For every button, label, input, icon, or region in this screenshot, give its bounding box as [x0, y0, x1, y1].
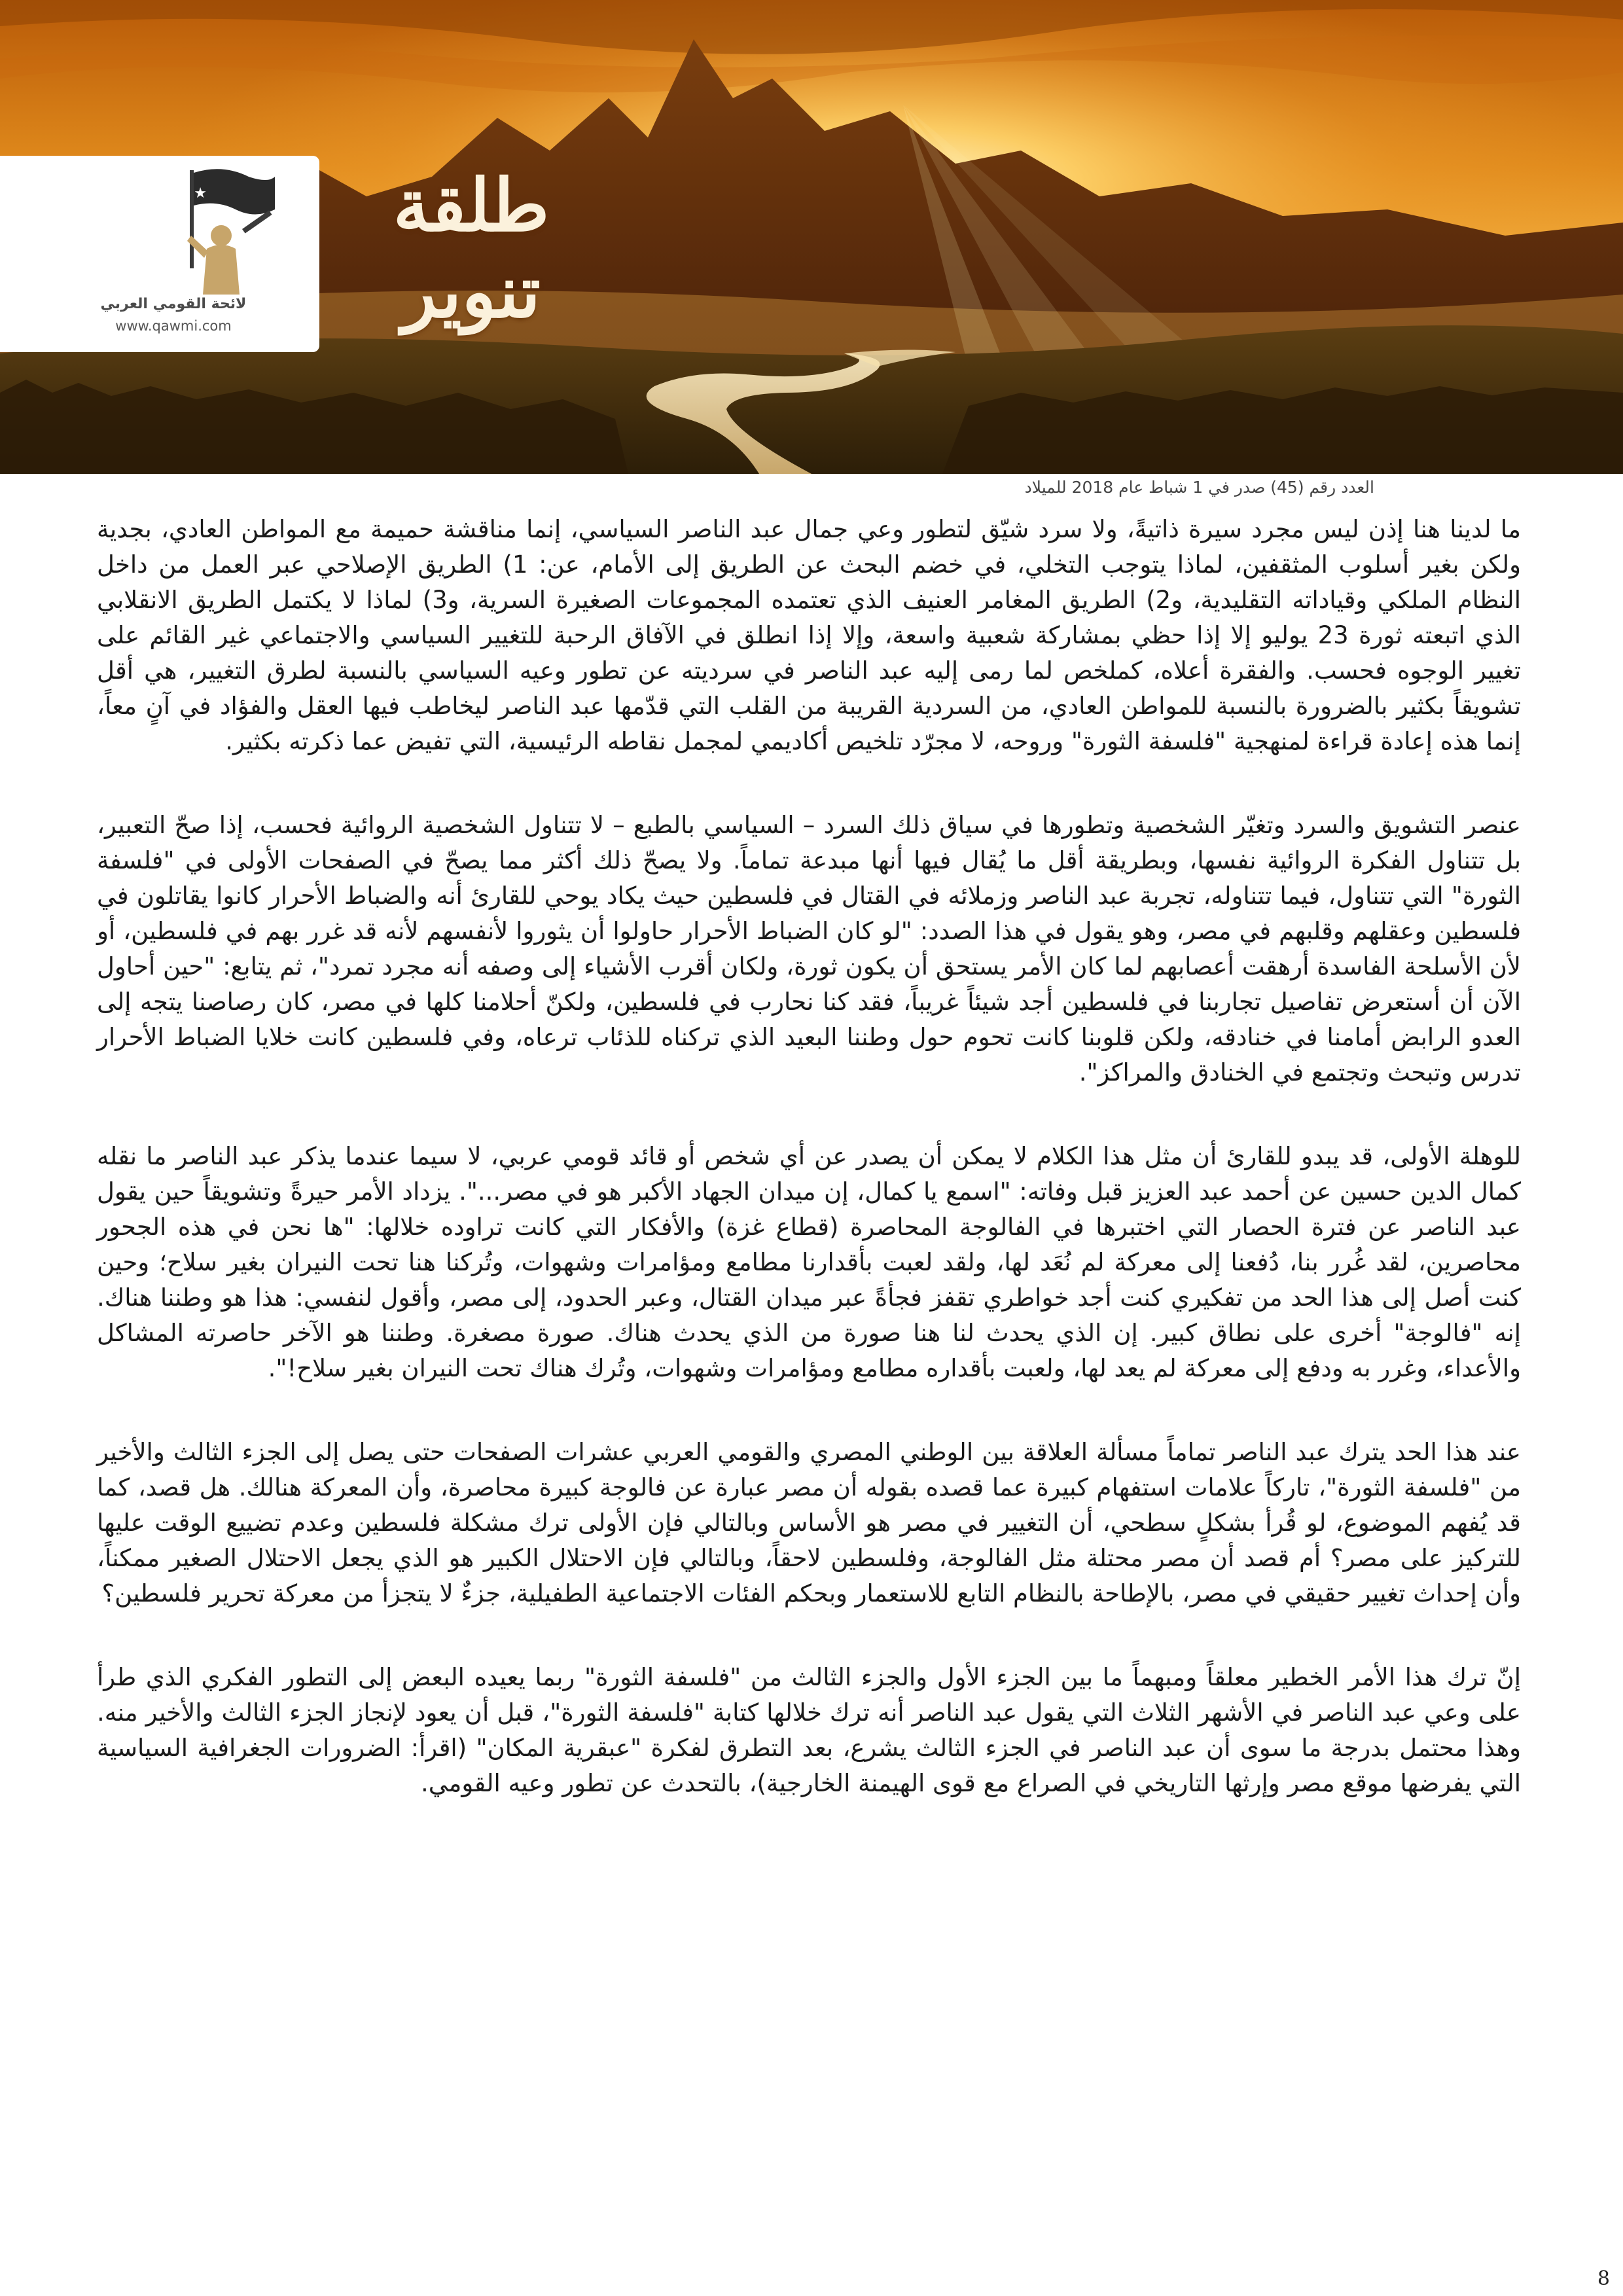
- issue-info: العدد رقم (45) صدر في 1 شباط عام 2018 للميلاد: [1024, 478, 1374, 497]
- publisher-url[interactable]: www.qawmi.com: [115, 318, 232, 334]
- article-body: [97, 512, 1521, 1850]
- publisher-logo: [0, 156, 319, 352]
- header-banner: [0, 0, 1623, 474]
- paragraph: عند هذا الحد يترك عبد الناصر تماماً مسألة العلاقة بين الوطني المصري والقومي العربي عشرات الصفحات حتى يصل إلى الجزء الثالث والأخير من "فلسفة الثورة"، تاركاً علامات استفهام كبيرة عما قصده بقوله أن مصر عبارة عن فالوجة كبيرة محاصرة، وأن المعركة هنالك. هل قصد، كما قد يُفهم الموضوع، لو قُرأ بشكلٍ سطحي، أن التغيير في مصر هو الأساس وبالتالي فإن الأولى ترك مشكلة فلسطين وعدم تضييع الوقت عليها للتركيز على مصر؟ أم قصد أن مصر محتلة مثل الفالوجة، وفلسطين لاحقاً، وبالتالي فإن الاحتلال الكبير هو الذي يجعل الاحتلال الصغير ممكناً، وأن إحداث تغيير حقيقي في مصر، بالإطاحة بالنظام التابع للاستعمار وبحكم الفئات الاجتماعية الطفيلية، جزءٌ لا يتجزأ من معركة تحرير فلسطين؟: [97, 1438, 1521, 1607]
- publisher-name: لائحة القومي العربي: [100, 296, 247, 312]
- paragraph: عنصر التشويق والسرد وتغيّر الشخصية وتطورها في سياق ذلك السرد – السياسي بالطبع – لا تتناول الشخصية الروائية فحسب، إذا صحّ التعبير، بل تتناول الفكرة الروائية نفسها، وبطريقة أقل ما يُقال فيها أنها مبدعة تماماً. ولا يصحّ ذلك أكثر مما يصحّ في الصفحات الأولى في "فلسفة الثورة" التي تتناول، فيما تتناوله، تجربة عبد الناصر وزملائه في القتال في فلسطين حيث يكاد يوحي للقارئ أنه والضباط الأحرار كانوا يقاتلون في فلسطين وعقلهم وقلبهم في مصر، وهو يقول في هذا الصدد: "لو كان الضباط الأحرار حاولوا أن يثوروا لأنفسهم لأنه قد غرر بهم في فلسطين، أو لأن الأسلحة الفاسدة أرهقت أعصابهم لما كان الأمر يستحق أن يكون ثورة، ولكان أقرب الأشياء إلى وصفه أنه مجرد تمرد"، ثم يتابع: "حين أحاول الآن أن أستعرض تفاصيل تجاربنا في فلسطين أجد شيئاً غريباً، فقد كنا نحارب في فلسطين، ولكنّ أحلامنا كلها في مصر، كان رصاصنا يتجه إلى العدو الرابض أمامنا في خنادقه، ولكن قلوبنا كانت تحوم حول وطننا البعيد الذي تركناه للذئاب ترعاه، وفي فلسطين كانت خلايا الضباط الأحرار تدرس وتبحث وتجتمع في الخنادق والمراكز".: [97, 811, 1521, 1086]
- flag-bearer-icon: [144, 164, 288, 295]
- svg-text:★ ✦ ✦: ★ ✦ ✦: [160, 185, 207, 202]
- paragraph: للوهلة الأولى، قد يبدو للقارئ أن مثل هذا الكلام لا يمكن أن يصدر عن أي شخص أو قائد قومي عربي، لا سيما عندما يذكر عبد الناصر ما نقله كمال الدين حسين عن أحمد عبد العزيز قبل وفاته: "اسمع يا كمال، إن ميدان الجهاد الأكبر هو في مصر...". يزداد الأمر حيرةً وتشويقاً حين يقول عبد الناصر عن فترة الحصار التي اختبرها في الفالوجة المحاصرة (قطاع غزة) والأفكار التي كانت تراوده خلالها: "ها نحن في هذه الجحور محاصرين، لقد غُرر بنا، دُفعنا إلى معركة لم نُعَد لها، ولقد لعبت بأقدارنا مطامع ومؤامرات وشهوات، وتُركنا هنا تحت النيران بغير سلاح؛ وحين كنت أصل إلى هذا الحد من تفكيري كنت أجد خواطري تقفز فجأةً عبر ميدان القتال، وعبر الحدود، إلى مصر، وأقول لنفسي: هذا هو وطننا هناك. إنه "فالوجة" أخرى على نطاق كبير. إن الذي يحدث لنا هنا صورة من الذي يحدث هناك. صورة مصغرة. وطننا هو الآخر حاصرته المشاكل والأعداء، وغرر به ودفع إلى معركة لم يعد لها، ولعبت بأقداره مطامع ومؤامرات وشهوات، وتُرك هناك تحت النيران بغير سلاح!".: [97, 1142, 1521, 1382]
- paragraph: ما لدينا هنا إذن ليس مجرد سيرة ذاتيةً، ولا سرد شيّق لتطور وعي جمال عبد الناصر السياسي، إنما مناقشة حميمة مع المواطن العادي، بجدية ولكن بغير أسلوب المثقفين، لماذا يتوجب التخلي، في خضم البحث عن الطريق إلى الأمام، عن: 1) الطريق الإصلاحي عبر العمل من داخل النظام الملكي وقياداته التقليدية، و2) الطريق المغامر العنيف الذي تعتمده المجموعات الصغيرة السرية، و3) لماذا لا يكتمل الطريق الانقلابي الذي اتبعته ثورة 23 يوليو إلا إذا حظي بمشاركة شعبية واسعة، وإلا إذا انطلق في الآفاق الرحبة للتغيير السياسي والاجتماعي غير القائم على تغيير الوجوه فحسب. والفقرة أعلاه، كملخص لما رمى إليه عبد الناصر في سرديته عن تطور وعيه السياسي بالنسبة لطرق التغيير، هي أقل تشويقاً بكثير بالضرورة بالنسبة للمواطن العادي، من السردية القريبة من القلب التي قدّمها عبد الناصر ليخاطب فيها العقل والفؤاد في آنٍ معاً، إنما هذه إعادة قراءة لمنهجية "فلسفة الثورة" وروحه، لا مجرّد تلخيص أكاديمي لمجمل نقاطه الرئيسية، التي تفيض عما ذكرته بكثير.: [97, 515, 1521, 755]
- magazine-title: طلقة تنوير: [393, 163, 550, 334]
- paragraph: إنّ ترك هذا الأمر الخطير معلقاً ومبهماً ما بين الجزء الأول والجزء الثالث من "فلسفة الثورة" ربما يعيده البعض إلى التطور الفكري الذي طرأ على وعي عبد الناصر في الأشهر الثلاث التي يقول عبد الناصر أنه ترك خلالها كتابة "فلسفة الثورة"، قبل أن يعود لإنجاز الجزء الثالث والأخير منه. وهذا محتمل بدرجة ما سوى أن عبد الناصر في الجزء الثالث يشرع، بعد التطرق لفكرة "عبقرية المكان" (اقرأ: الضرورات الجغرافية السياسية التي يفرضها موقع مصر وإرثها التاريخي في الصراع مع قوى الهيمنة الخارجية)، بالتحدث عن تطور وعيه القومي.: [97, 1663, 1521, 1797]
- page-number: 8: [1597, 2267, 1610, 2290]
